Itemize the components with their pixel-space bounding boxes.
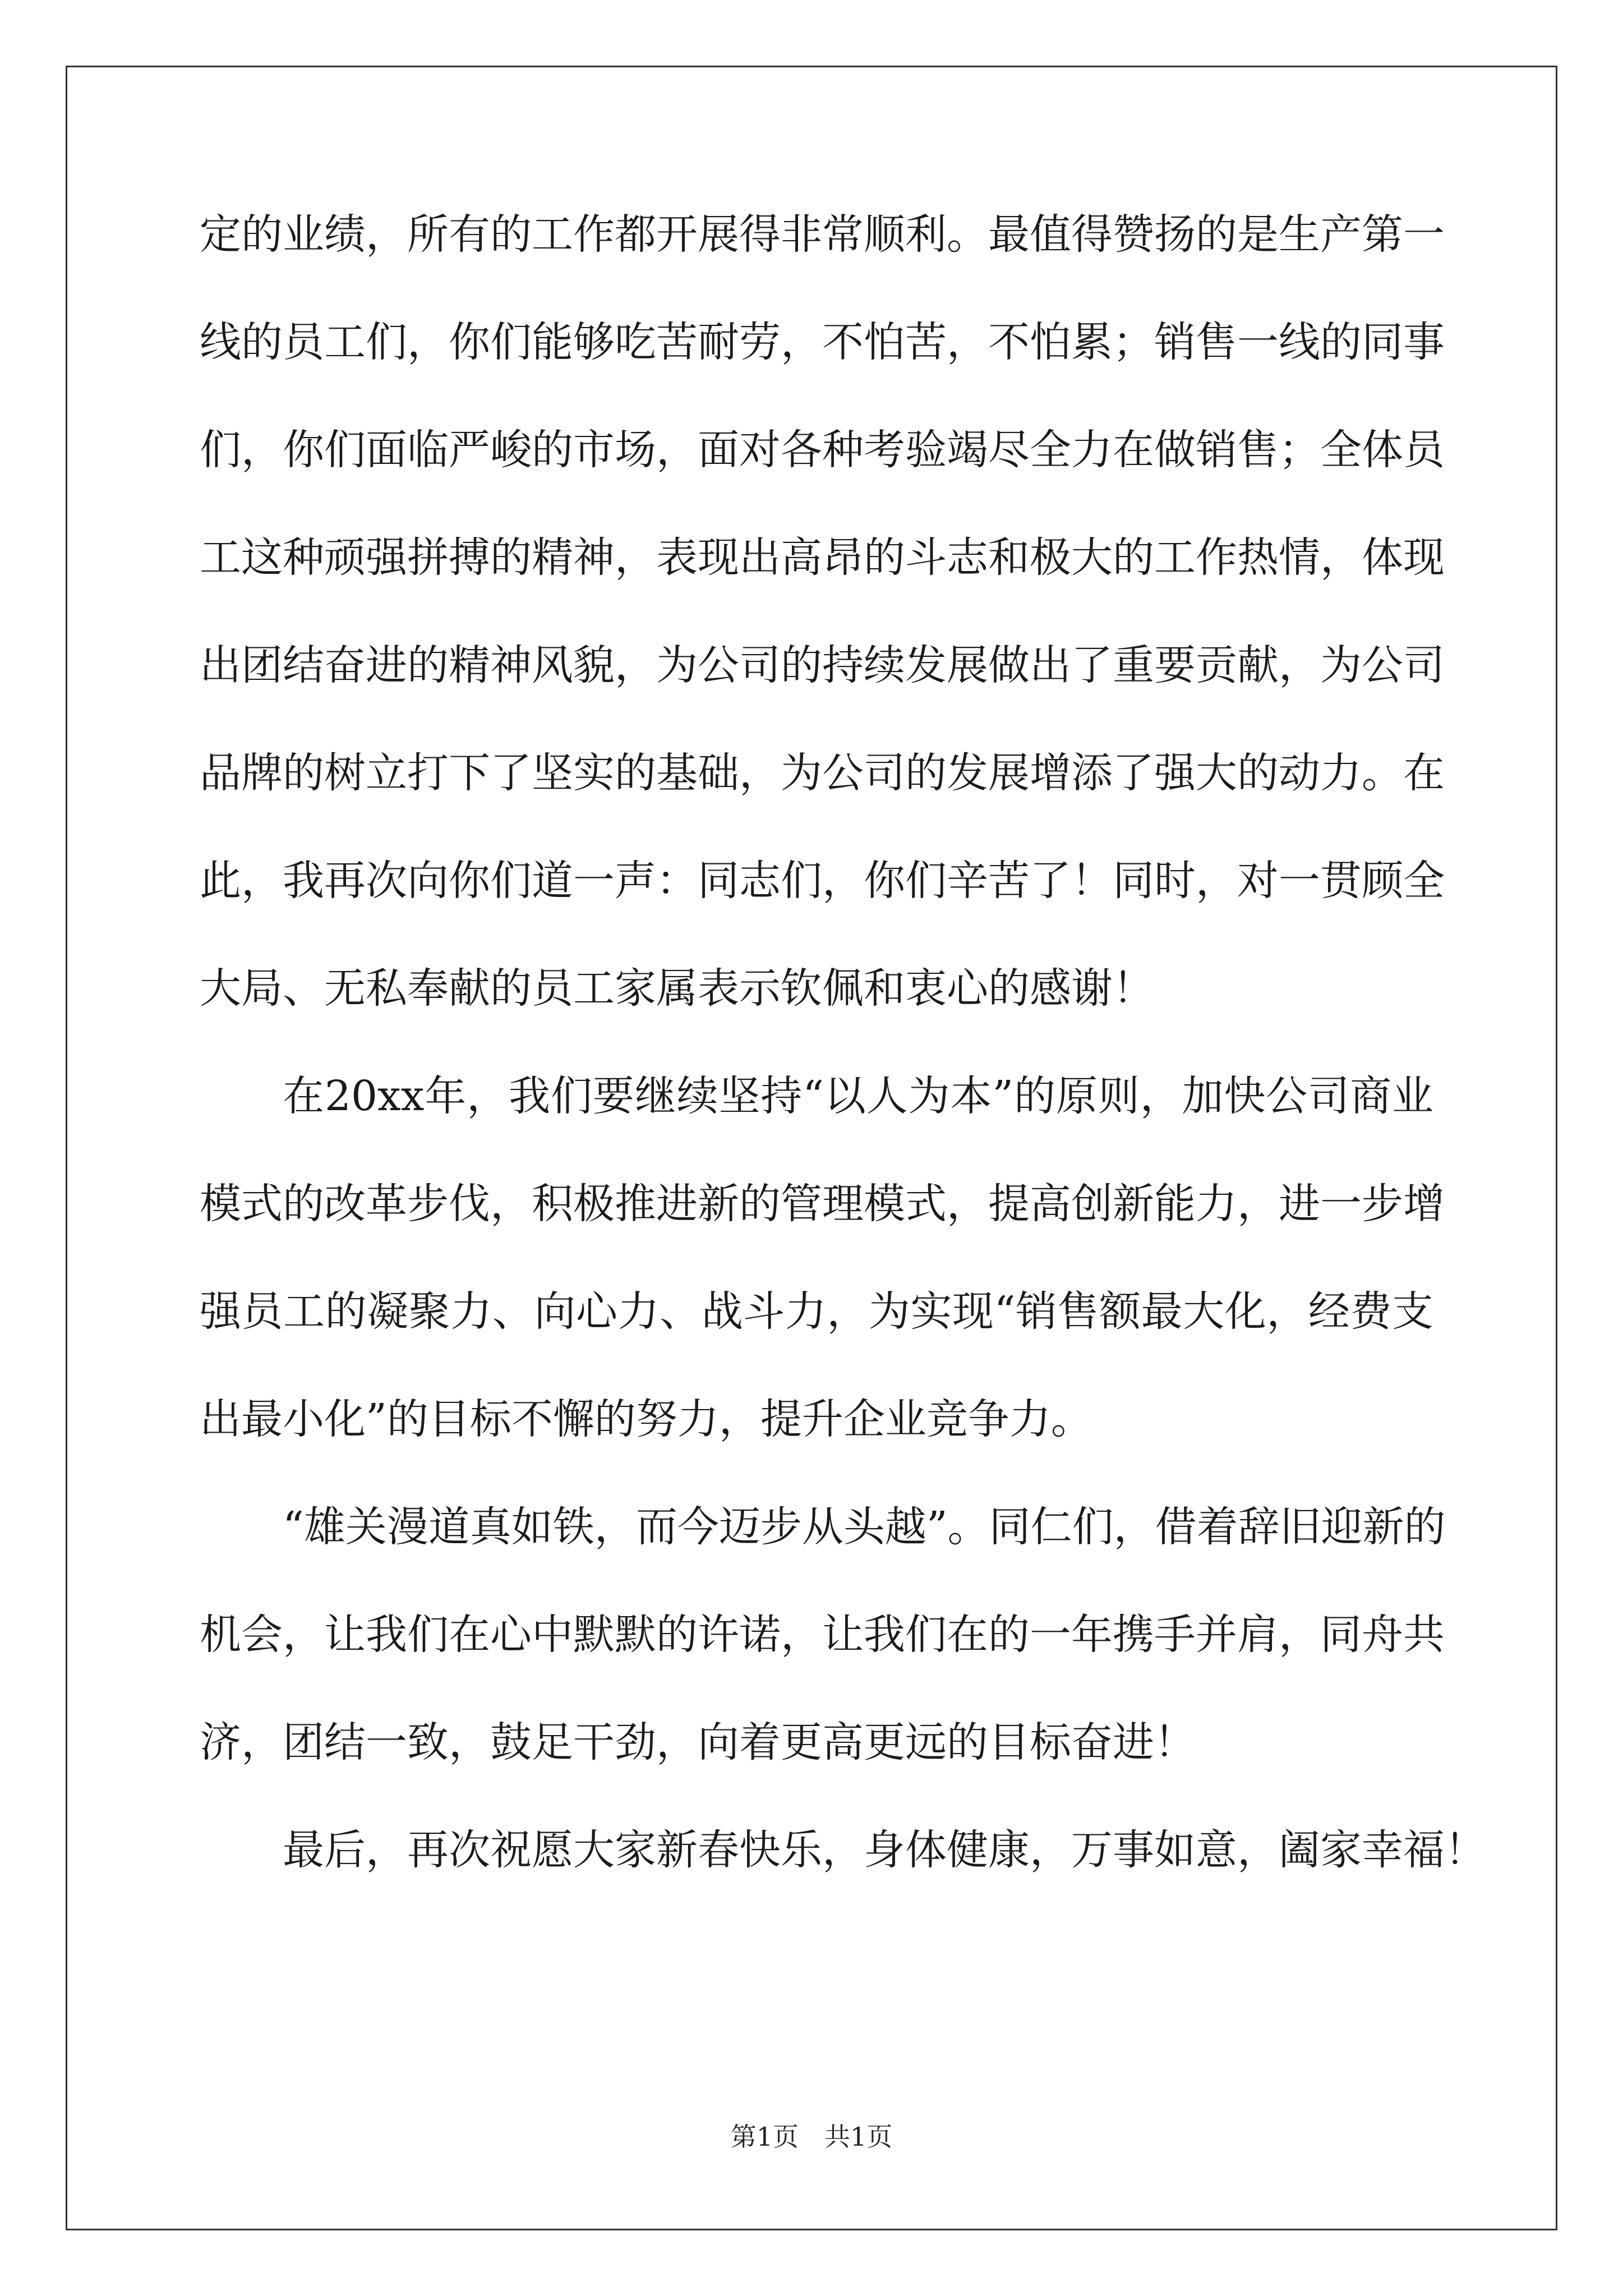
page-number-current: 第1页	[730, 2122, 799, 2152]
paragraph-start-line: 最后，再次祝愿大家新春快乐，身体健康，万事如意，阖家幸福！	[283, 1826, 1486, 1874]
text-line: 出团结奋进的精神风貌，为公司的持续发展做出了重要贡献，为公司	[200, 641, 1445, 689]
text-line: 强员工的凝聚力、向心力、战斗力，为实现“销售额最大化，经费支	[200, 1287, 1433, 1336]
text-line: 大局、无私奉献的员工家属表示钦佩和衷心的感谢！	[200, 964, 1154, 1013]
paragraph-start-line: 在20xx年，我们要继续坚持“以人为本”的原则，加快公司商业	[283, 1072, 1433, 1120]
page-number-total: 共1页	[824, 2122, 893, 2152]
text-line: 们，你们面临严峻的市场，面对各种考验竭尽全力在做销售；全体员	[200, 426, 1445, 474]
text-line: 模式的改革步伐，积极推进新的管理模式，提高创新能力，进一步增	[200, 1180, 1445, 1228]
text-line: 出最小化”的目标不懈的努力，提升企业竞争力。	[200, 1395, 1092, 1443]
text-line: 济，团结一致，鼓足干劲，向着更高更远的目标奋进！	[200, 1718, 1196, 1766]
document-body	[200, 208, 1486, 1931]
text-line: 品牌的树立打下了坚实的基础，为公司的发展增添了强大的动力。在	[200, 749, 1445, 797]
text-line: 线的员工们，你们能够吃苦耐劳，不怕苦，不怕累；销售一线的同事	[200, 318, 1445, 366]
text-line: 定的业绩，所有的工作都开展得非常顺利。最值得赞扬的是生产第一	[200, 210, 1445, 259]
text-line: 工这种顽强拼搏的精神，表现出高昂的斗志和极大的工作热情，体现	[200, 533, 1445, 582]
paragraph-start-line: “雄关漫道真如铁，而今迈步从头越”。同仁们，借着辞旧迎新的	[283, 1503, 1446, 1551]
page-footer	[0, 2121, 1623, 2152]
text-line: 机会，让我们在心中默默的许诺，让我们在的一年携手并肩，同舟共	[200, 1611, 1445, 1659]
text-line: 此，我再次向你们道一声：同志们，你们辛苦了！同时，对一贯顾全	[200, 857, 1445, 905]
